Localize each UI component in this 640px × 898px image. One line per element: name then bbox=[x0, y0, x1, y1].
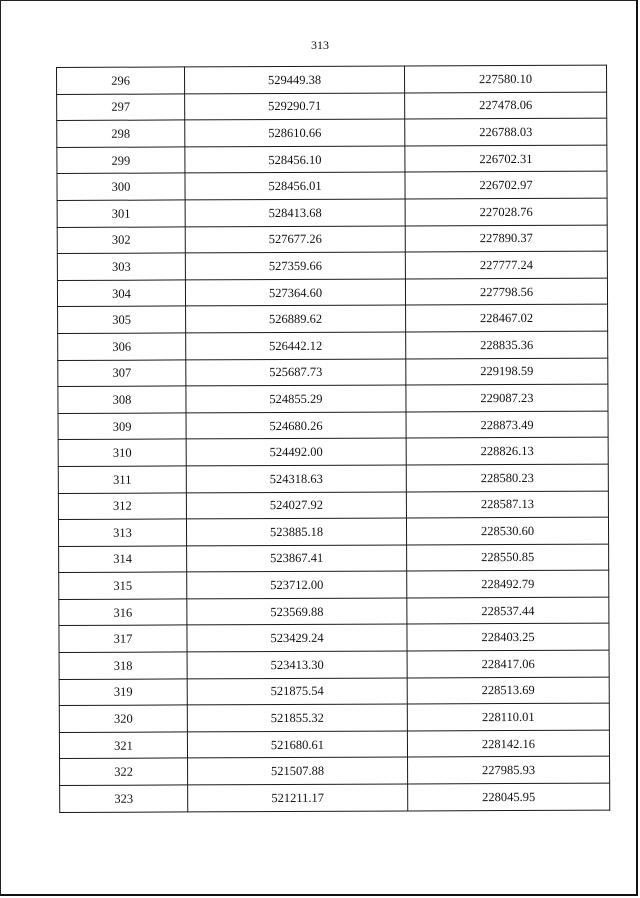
y-coordinate-cell: 228492.79 bbox=[407, 570, 609, 597]
x-coordinate-cell: 529290.71 bbox=[185, 93, 405, 121]
table-row bbox=[58, 411, 608, 440]
y-coordinate-cell: 227580.10 bbox=[404, 65, 606, 92]
y-coordinate-cell: 228873.49 bbox=[406, 411, 608, 438]
coordinate-table bbox=[56, 65, 610, 813]
y-coordinate-cell: 229087.23 bbox=[406, 384, 608, 411]
table-row bbox=[57, 65, 607, 94]
x-coordinate-cell: 528456.10 bbox=[185, 146, 405, 174]
table-row bbox=[57, 92, 607, 121]
y-coordinate-cell: 228142.16 bbox=[407, 730, 609, 757]
point-number-cell: 312 bbox=[58, 492, 186, 519]
table-row bbox=[57, 251, 607, 280]
y-coordinate-cell: 228537.44 bbox=[407, 597, 609, 624]
x-coordinate-cell: 523413.30 bbox=[187, 651, 407, 679]
y-coordinate-cell: 227478.06 bbox=[405, 92, 607, 119]
table-row bbox=[59, 650, 609, 679]
table-row bbox=[57, 118, 607, 147]
point-number-cell: 305 bbox=[58, 306, 186, 333]
point-number-cell: 307 bbox=[58, 359, 186, 386]
table-row bbox=[59, 730, 609, 759]
x-coordinate-cell: 523867.41 bbox=[187, 545, 407, 573]
y-coordinate-cell: 228110.01 bbox=[407, 703, 609, 730]
table-row bbox=[58, 384, 608, 413]
y-coordinate-cell: 226702.97 bbox=[405, 171, 607, 198]
point-number-cell: 318 bbox=[59, 652, 187, 679]
point-number-cell: 308 bbox=[58, 386, 186, 413]
point-number-cell: 309 bbox=[58, 413, 186, 440]
y-coordinate-cell: 226702.31 bbox=[405, 145, 607, 172]
point-number-cell: 314 bbox=[59, 546, 187, 573]
page-number: 313 bbox=[311, 38, 329, 52]
y-coordinate-cell: 227798.56 bbox=[405, 278, 607, 305]
table-row bbox=[59, 597, 609, 626]
point-number-cell: 306 bbox=[58, 333, 186, 360]
coordinate-table-body bbox=[57, 65, 610, 812]
point-number-cell: 323 bbox=[60, 785, 188, 812]
point-number-cell: 315 bbox=[59, 572, 187, 599]
x-coordinate-cell: 527364.60 bbox=[185, 279, 405, 307]
x-coordinate-cell: 524027.92 bbox=[186, 491, 406, 519]
point-number-cell: 310 bbox=[58, 439, 186, 466]
table-row bbox=[58, 491, 608, 520]
y-coordinate-cell: 227777.24 bbox=[405, 251, 607, 278]
table-row bbox=[59, 703, 609, 732]
point-number-cell: 304 bbox=[57, 280, 185, 307]
y-coordinate-cell: 228580.23 bbox=[406, 464, 608, 491]
point-number-cell: 297 bbox=[57, 94, 185, 121]
x-coordinate-cell: 523569.88 bbox=[187, 598, 407, 626]
table-row bbox=[60, 783, 610, 812]
table-row bbox=[60, 757, 610, 786]
point-number-cell: 316 bbox=[59, 599, 187, 626]
point-number-cell: 311 bbox=[58, 466, 186, 493]
point-number-cell: 322 bbox=[60, 758, 188, 785]
x-coordinate-cell: 523712.00 bbox=[187, 571, 407, 599]
point-number-cell: 300 bbox=[57, 173, 185, 200]
x-coordinate-cell: 524492.00 bbox=[186, 438, 406, 466]
point-number-cell: 303 bbox=[57, 253, 185, 280]
y-coordinate-cell: 228513.69 bbox=[407, 677, 609, 704]
x-coordinate-cell: 521507.88 bbox=[188, 757, 408, 785]
table-row bbox=[58, 437, 608, 466]
x-coordinate-cell: 526442.12 bbox=[186, 332, 406, 360]
table-row bbox=[57, 198, 607, 227]
x-coordinate-cell: 524680.26 bbox=[186, 412, 406, 440]
table-row bbox=[58, 358, 608, 387]
x-coordinate-cell: 527677.26 bbox=[185, 226, 405, 254]
point-number-cell: 313 bbox=[58, 519, 186, 546]
x-coordinate-cell: 528413.68 bbox=[185, 199, 405, 227]
x-coordinate-cell: 523429.24 bbox=[187, 624, 407, 652]
point-number-cell: 298 bbox=[57, 120, 185, 147]
x-coordinate-cell: 528610.66 bbox=[185, 119, 405, 147]
y-coordinate-cell: 228550.85 bbox=[407, 544, 609, 571]
y-coordinate-cell: 228826.13 bbox=[406, 437, 608, 464]
y-coordinate-cell: 227890.37 bbox=[405, 225, 607, 252]
table-row bbox=[58, 464, 608, 493]
x-coordinate-cell: 525687.73 bbox=[186, 359, 406, 387]
x-coordinate-cell: 524318.63 bbox=[186, 465, 406, 493]
table-row bbox=[57, 225, 607, 254]
point-number-cell: 299 bbox=[57, 147, 185, 174]
table-row bbox=[59, 624, 609, 653]
table-row bbox=[57, 278, 607, 307]
y-coordinate-cell: 228045.95 bbox=[408, 783, 610, 810]
y-coordinate-cell: 227028.76 bbox=[405, 198, 607, 225]
x-coordinate-cell: 524855.29 bbox=[186, 385, 406, 413]
y-coordinate-cell: 227985.93 bbox=[408, 757, 610, 784]
point-number-cell: 317 bbox=[59, 625, 187, 652]
x-coordinate-cell: 521875.54 bbox=[187, 678, 407, 706]
table-row bbox=[59, 544, 609, 573]
point-number-cell: 301 bbox=[57, 200, 185, 227]
point-number-cell: 296 bbox=[57, 67, 185, 94]
y-coordinate-cell: 229198.59 bbox=[406, 358, 608, 385]
table-row bbox=[57, 171, 607, 200]
x-coordinate-cell: 529449.38 bbox=[185, 66, 405, 94]
y-coordinate-cell: 228417.06 bbox=[407, 650, 609, 677]
x-coordinate-cell: 521680.61 bbox=[187, 731, 407, 759]
y-coordinate-cell: 226788.03 bbox=[405, 118, 607, 145]
x-coordinate-cell: 521855.32 bbox=[187, 704, 407, 732]
table-row bbox=[59, 677, 609, 706]
y-coordinate-cell: 228403.25 bbox=[407, 624, 609, 651]
x-coordinate-cell: 527359.66 bbox=[185, 252, 405, 280]
y-coordinate-cell: 228835.36 bbox=[406, 331, 608, 358]
x-coordinate-cell: 521211.17 bbox=[188, 784, 408, 812]
y-coordinate-cell: 228530.60 bbox=[406, 517, 608, 544]
table-row bbox=[57, 145, 607, 174]
y-coordinate-cell: 228587.13 bbox=[406, 491, 608, 518]
point-number-cell: 302 bbox=[57, 227, 185, 254]
x-coordinate-cell: 528456.01 bbox=[185, 172, 405, 200]
table-row bbox=[59, 570, 609, 599]
table-row bbox=[58, 517, 608, 546]
point-number-cell: 321 bbox=[59, 732, 187, 759]
x-coordinate-cell: 526889.62 bbox=[186, 305, 406, 333]
table-row bbox=[58, 331, 608, 360]
x-coordinate-cell: 523885.18 bbox=[186, 518, 406, 546]
y-coordinate-cell: 228467.02 bbox=[406, 304, 608, 331]
point-number-cell: 320 bbox=[59, 705, 187, 732]
point-number-cell: 319 bbox=[59, 679, 187, 706]
table-row bbox=[58, 304, 608, 333]
